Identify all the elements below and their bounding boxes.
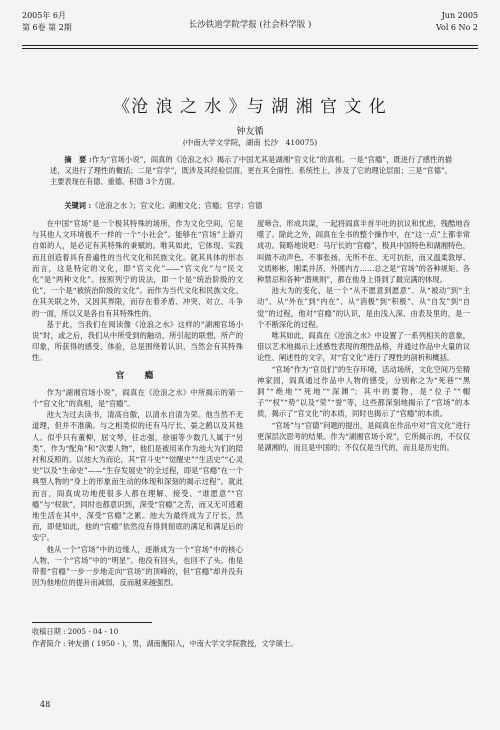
section-heading: 官 瘾 [115,370,160,381]
header-rule [22,45,478,46]
header-rule-second [22,48,478,49]
paragraph: 在中国“官场”是一个极其特殊的场所，作为文化空间，它是与其他人文环境极不一样的一个“小社会”。能够在“官场”上游刃自如的人，是必定有其特殊的秉赋的。唯其如此，它体现、实践而且创造着具有普遍性的当代文化和民族文化。就其具体的形态而言，这是特定的文化，即“官文化”——“官文化”与“民文化”是“两种文化”。按照列宁的说法，即一个是“统治阶级的文化”，一个是“被统治阶级的文化”。而作为当代文化和民族文化，在其关联之外，又因其界限，而存在着矛盾、冲突、对立、斗争的一面，所以又是各自有其特殊性的。 [32,219,243,318]
header-volume-en: Vol 6 No 2 [435,23,478,32]
article-title: 《沧 浪 之 水 》与 湖 湘 官 文 化 [113,97,387,117]
journal-name: 长沙铁道学院学报 (社会科学版 ) [188,20,312,30]
paragraph: 池大为过去读书，清高自傲，以清水自清为荣。他当然不无道理，但并不准确。与之相类似的还有马厅长、晏之鹤以及其他人。似乎只有董柳，屈文琴，任志强，徐丽等少数几人属于“另类”，作为“配角”和“次要人物”，他们是被用来作为池大为们的陪衬和反照的。以池大为而论，其“官斗史”“觉醒史”“生活史”“心灵史”以及“生命史”——“生存发展史”的全过程，即是“官瘾”在一个典型人物的“身上的形象而生动的体现和深刻的揭示过程”。就此而言，阎真成功地使很多人都在理解、接受、“谁愿意”“官瘾”与“权欲”，同时也都意识到，深受“官瘾”之苦，而又无可逃避地生活在其中，深受“官瘾”之累。池大为最终成为了厅长，然而，即使如此，他的“官瘾”依然没有得到彻底的满足和满足后的安宁。 [32,410,243,543]
author-affiliation: (中南大学文学院，湖南 长沙 410075) [182,138,318,147]
footnote [32,626,470,650]
paragraph: “官场”与“官德”问题的提出，是阎真在作品中对“官文化”进行更深层次思考的结果。作为“湖湘官场小说”，它所揭示的，不仅仅是湖湘的，而且是中国的；不仅仅是当代的，而且是历史的。 [257,420,470,453]
paragraph: 度啼合，形成共谋，一起将阎真半首半吐的抗议和忧虑，残酷地吞噬了。除此之外，阎真在全书的整个操作中，在“这一点”上都非常成功。简略地说吧：马厅长的“官瘾”，极具中国特色和湖湘特色，叫做不动声色、不事张扬、无所不在、无可抗拒，而又温柔敦厚、文质彬彬，刚柔并济、外圆内方……总之是“官场”的各种规矩、各种禁忌和各种“潜规则”，都在他身上得到了最完满的体现。 [257,219,470,285]
abstract-text: 作为“官场小说”，阎真的《沧浪之水》揭示了中国尤其是湖湘“官文化”的真相。一是“官瘾”，既进行了感性的描述，又进行了理性的概括；二是“官学”，既涉及其经验层面，更在其全面性、系统性上，涉及了它的理论层面；三是“官德”，主要表现在有德、重德、积德 3个方面。 [50,155,452,186]
abstract [50,154,452,187]
received-date: 收稿日期 : 2005 - 04 - 10 [32,627,119,636]
header-volume: 第 6卷 第 2期 [22,23,72,32]
article-author: 钟友循 [236,127,264,137]
paragraph: 池大为的变化，是一个“从不愿意到愿意”、从“被动”到“主动”、从“外在”到“内在”、从“消极”到“积极”、从“自发”到“自觉”的过程，他对“官瘾”的认识，是由浅入深、由表及里的，是一个不断深化的过程。 [257,286,470,329]
keywords-text: 《沧浪之水 》；官文化；湖湘文化；官瘾；官学；官德 [91,201,263,210]
paragraph: 唯其如此，阎真在《沧浪之水》中设置了一系列相关的意象，借以艺术地揭示上述感性表现的理性品格，并通过作品中大量的议论性、阐述性的文字，对“官文化”进行了理性的剖析和概括。 [257,331,470,363]
author-bio: 作者简介 : 钟友循 ( 1950 - )，男，湖南衡阳人，中南大学文学院教授，文学硕士。 [32,639,298,648]
header-date: 2005年 6月 [22,11,66,20]
paragraph: 作为“湖湘官场小说”，阎真在《沧浪之水》中所揭示的第一个“官文化”的真相，是“官瘾”。 [32,387,243,409]
paragraph: 他从一个“官场”中的边缘人，逐渐成为一个“官场”中的核心人物，一个“官场”中的“明星”。他没有回头，也回不了头。他是带着“官瘾”一步一步地走向“官场”的顶峰的，但“官瘾”却并没有因为他地位的提升而减弱，反而越来越强烈。 [32,544,243,588]
paragraph: “官场”作为“官员们”的生存环境，活动场所，文化空间乃至精神家园，阎真通过作品中人物的感受，分别称之为“死巷”“黑洞”“绝地”“死地”“深渊”；其中的要物，是“位子”“帽子”“权”“势”以及“荣”“誉”等，这些都深刻地揭示了“官场”的本质，揭示了“官文化”的本质，同时也揭示了“官瘾”的本质。 [257,364,470,419]
abstract-label: 摘 要 : [64,155,92,164]
body-column-left [32,218,243,589]
footnote-rule [32,622,152,623]
running-header [22,10,478,44]
keywords [50,200,452,211]
page-number: 48 [40,700,51,709]
header-date-en: Jun 2005 [441,11,478,20]
keywords-label: 关键词 : [64,201,92,210]
paragraph: 基于此，当我们在阅读像《沧浪之水》这样的“湖湘官场小说”时，或之后，我们从中所受到的触动、所引起的联想，所产的印象，所获得的感受、体验，总是围绕着认识、当然会有其特殊性。 [32,319,243,363]
body-column-right [257,218,470,453]
header-right [436,10,478,34]
